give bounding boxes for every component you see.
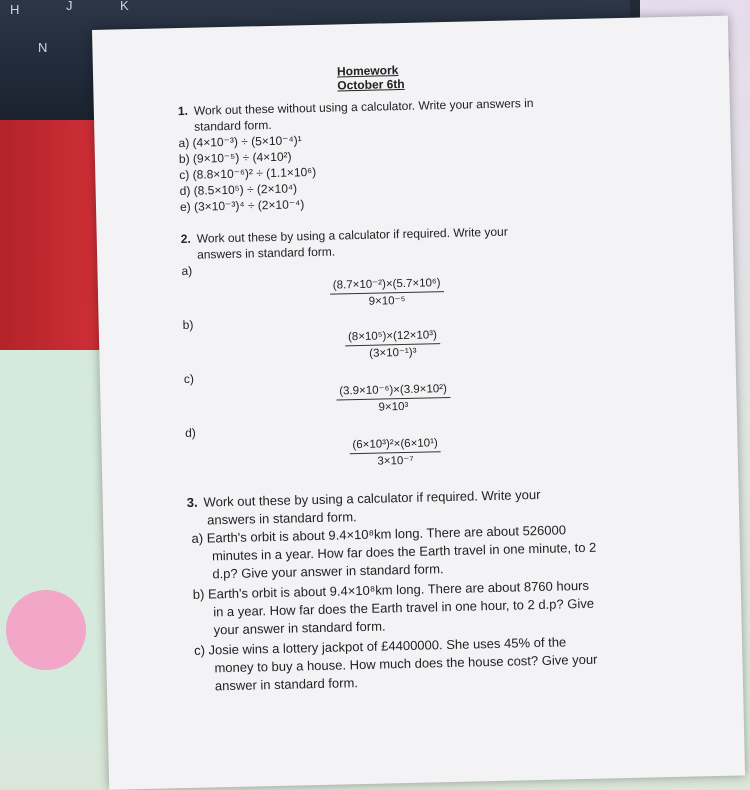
fraction-numerator: (8.7×10⁻²)×(5.7×10⁶) <box>330 276 444 295</box>
q3-intro-2: answers in standard form. <box>206 509 357 528</box>
q2-b-label: b) <box>182 317 194 333</box>
fraction-denominator: 9×10⁻⁵ <box>368 294 406 308</box>
q2-b-fraction <box>345 328 441 361</box>
title-homework: Homework <box>336 63 399 79</box>
q3-c-line-3: answer in standard form. <box>214 675 359 694</box>
fraction-denominator: 9×10³ <box>378 400 409 414</box>
q2-intro: 2. Work out these by using a calculator if required. Write your <box>180 224 508 247</box>
q1-intro: 1. Work out these without using a calculator. Write your answers in <box>177 96 534 119</box>
fraction-numerator: (8×10⁵)×(12×10³) <box>345 328 440 346</box>
fraction-denominator: 3×10⁻⁷ <box>377 454 414 468</box>
q2-a-fraction <box>330 276 444 310</box>
homework-sheet <box>92 16 745 790</box>
pattern-dot <box>6 590 86 670</box>
key-j: J <box>66 0 73 13</box>
fraction-numerator: (6×10³)²×(6×10¹) <box>349 436 441 454</box>
q3-a-line-1: a) Earth's orbit is about 9.4×10⁸km long. There are about 526000 <box>191 522 567 546</box>
q3-b-line-3: your answer in standard form. <box>213 618 386 638</box>
sheet-title <box>337 63 405 93</box>
q1-item-d: d) (8.5×10⁵) ÷ (2×10⁴) <box>179 181 298 199</box>
fraction-numerator: (3.9×10⁻⁶)×(3.9×10²) <box>336 382 450 401</box>
q2-a-label: a) <box>181 263 193 279</box>
q1-intro-2: standard form. <box>194 117 272 134</box>
q1-item-b: b) (9×10⁻⁵) ÷ (4×10²) <box>178 149 292 167</box>
q1-item-c: c) (8.8×10⁻⁶)² ÷ (1.1×10⁶) <box>179 164 317 183</box>
key-k: K <box>120 0 129 13</box>
q3-intro: 3. Work out these by using a calculator if required. Write your <box>186 486 541 510</box>
q2-d-fraction <box>349 436 441 469</box>
q2-c-fraction <box>336 382 450 416</box>
bed-fabric-left <box>0 350 100 750</box>
q2-c-label: c) <box>183 371 195 387</box>
q3-c-line-1: c) Josie wins a lottery jackpot of £4400000. She uses 45% of the <box>193 634 567 658</box>
q3-c-line-2: money to buy a house. How much does the house cost? Give your <box>214 651 598 676</box>
key-h: H <box>10 2 20 17</box>
q2-intro-2: answers in standard form. <box>196 244 336 262</box>
q3-a-line-2: minutes in a year. How far does the Earth travel in one minute, to 2 <box>211 539 597 564</box>
q3-b-line-1: b) Earth's orbit is about 9.4×10⁸km long. There are about 8760 hours <box>192 577 590 602</box>
q1-item-a: a) (4×10⁻³) ÷ (5×10⁻⁴)¹ <box>178 133 302 151</box>
q1-item-e: e) (3×10⁻³)⁴ ÷ (2×10⁻⁴) <box>179 197 305 215</box>
key-n: N <box>38 40 48 55</box>
title-date: October 6th <box>337 76 405 93</box>
q3-b-line-2: in a year. How far does the Earth travel in one hour, to 2 d.p? Give <box>213 595 595 620</box>
q3-a-line-3: d.p? Give your answer in standard form. <box>212 561 444 582</box>
q2-d-label: d) <box>185 425 196 440</box>
laptop-red-case <box>0 120 110 360</box>
fraction-denominator: (3×10⁻¹)³ <box>369 346 417 360</box>
